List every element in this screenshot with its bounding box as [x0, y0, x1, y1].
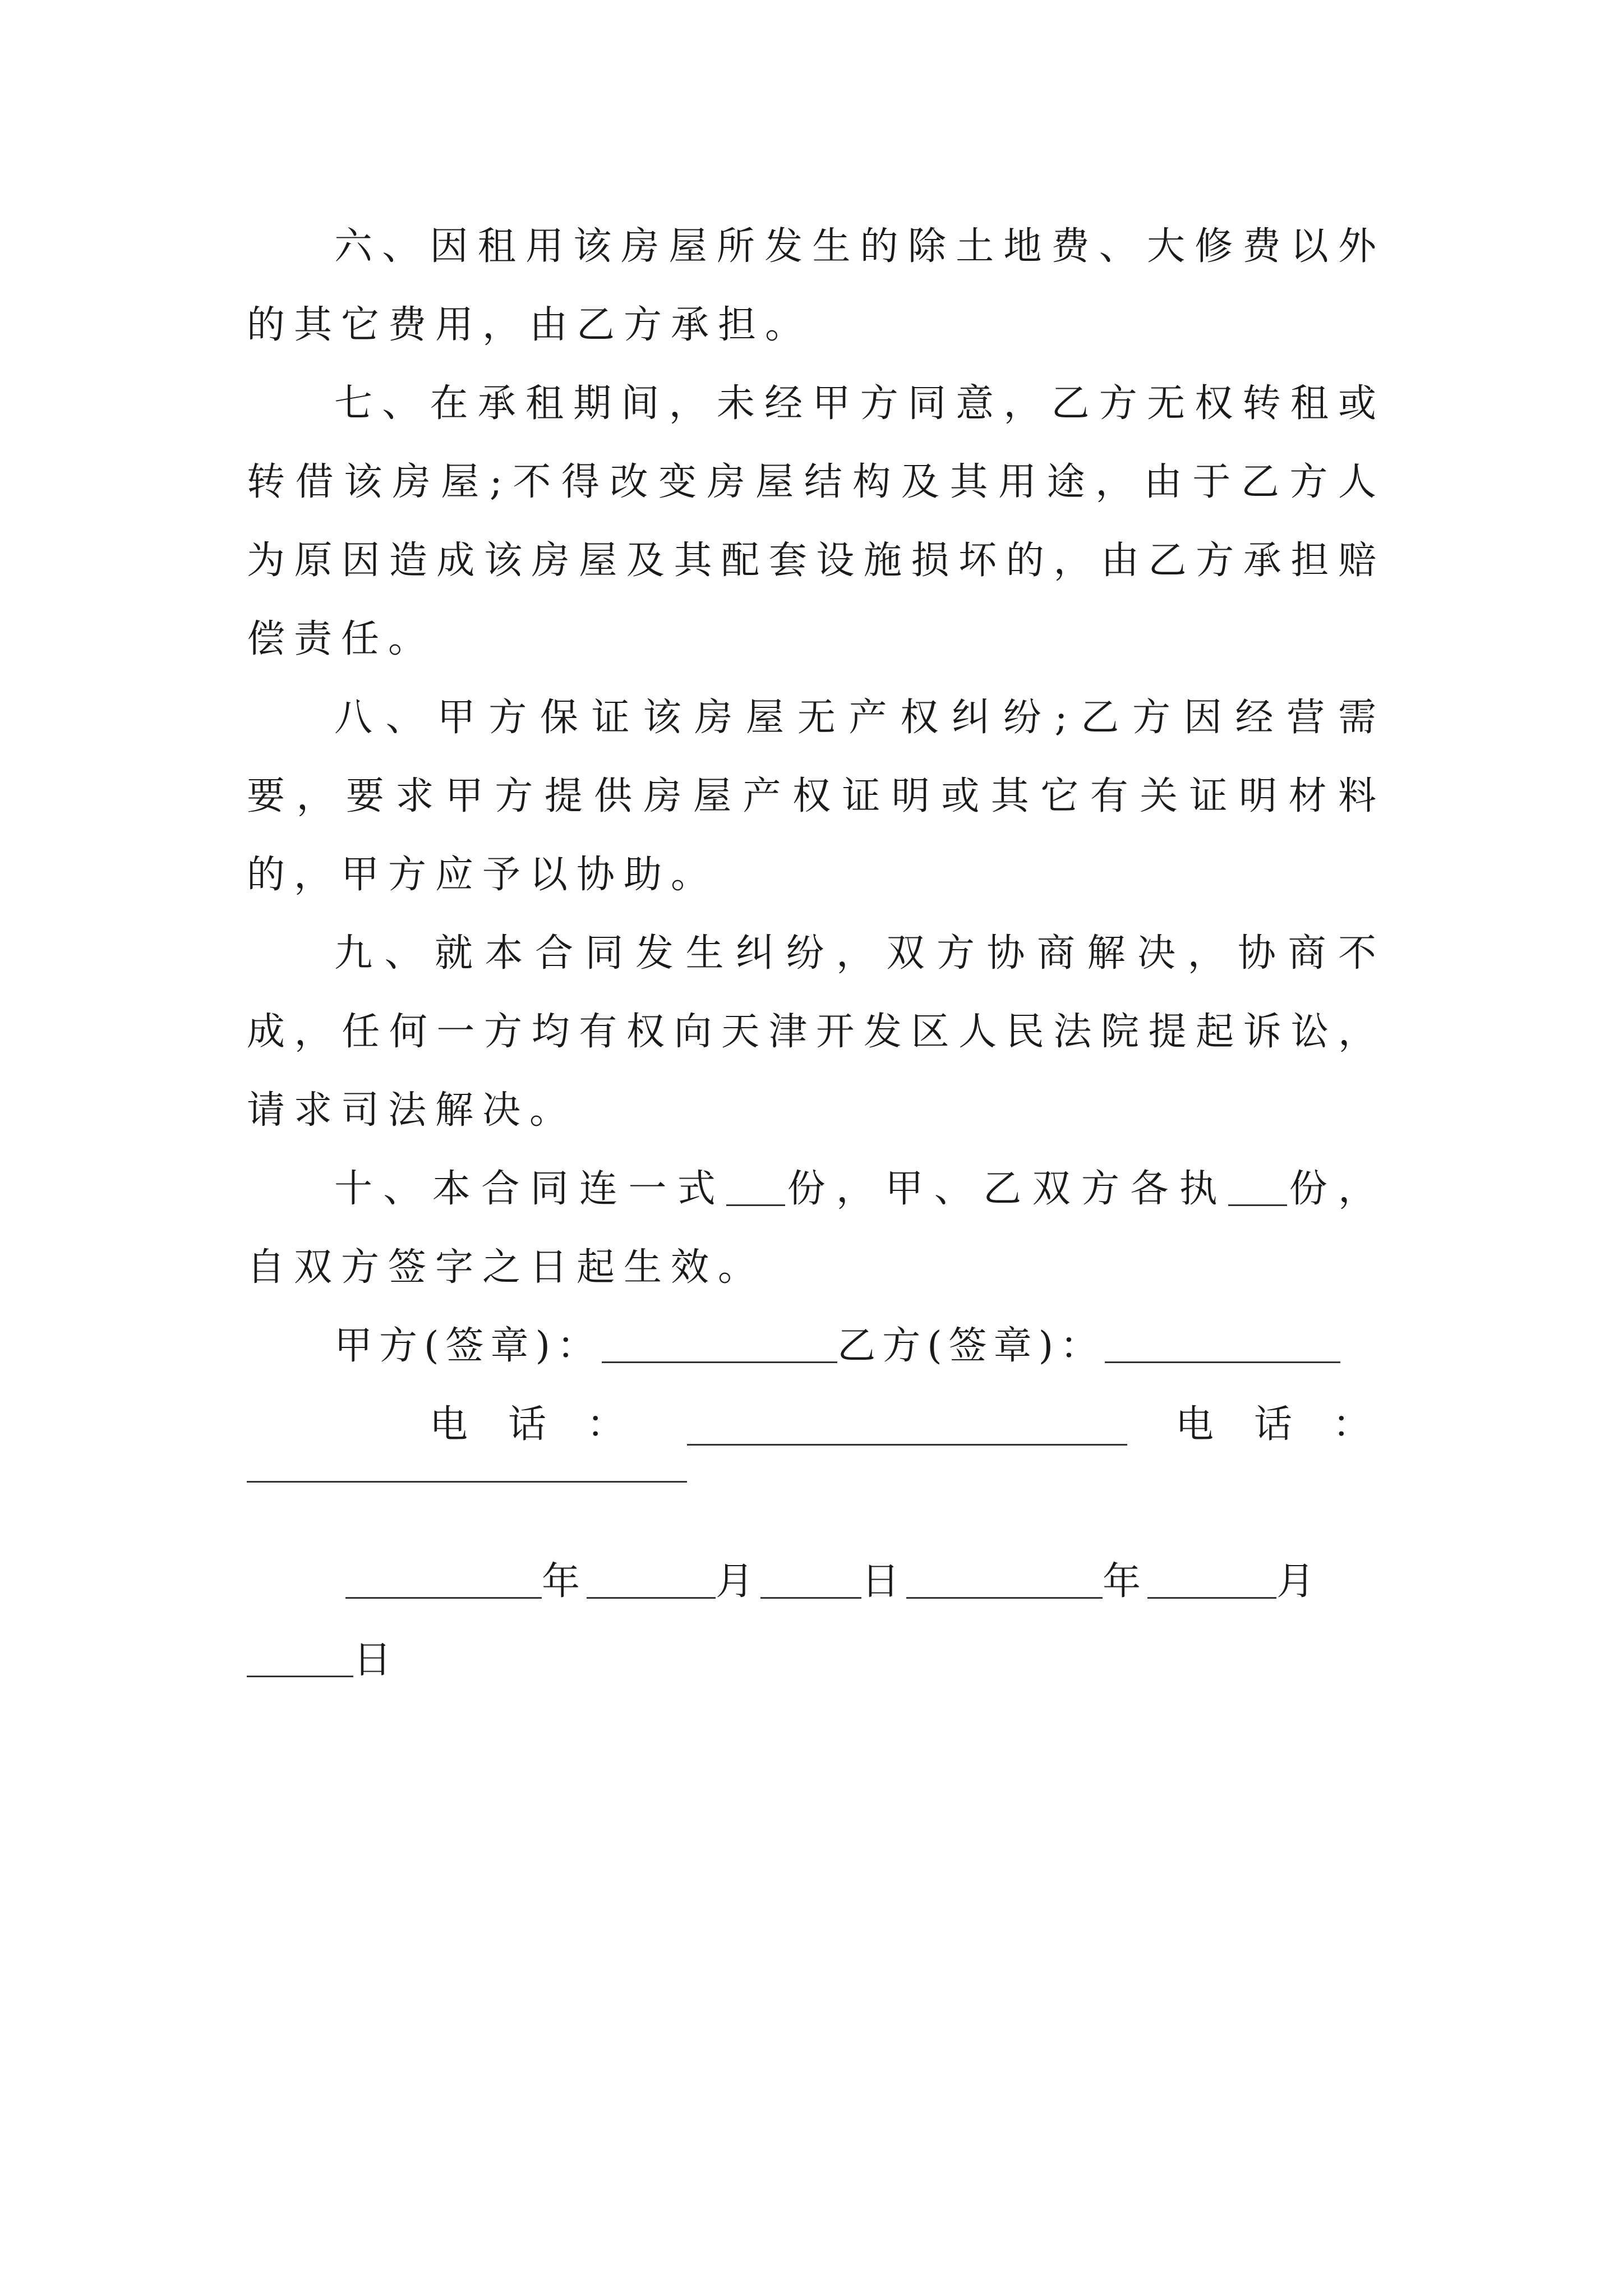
phone-row [247, 1386, 1385, 1464]
clause-10-part3: 份，自双方签字之日起生效。 [247, 1167, 1385, 1290]
party-b-phone-label: 电 话 ： [1175, 1402, 1371, 1447]
party-b-signature-label: 乙方(签章)： [837, 1324, 1105, 1368]
party-a-month-label: 月 [716, 1559, 761, 1604]
party-b-year-label: 年 [1103, 1559, 1148, 1604]
clause-7: 七、在承租期间，未经甲方同意，乙方无权转租或转借该房屋;不得改变房屋结构及其用途，由于乙方人为原因造成该房屋及其配套设施损坏的，由乙方承担赔偿责任。 [247, 381, 1385, 661]
party-b-day-blank [247, 1642, 353, 1677]
party-a-signature-blank [602, 1328, 837, 1363]
date-row-continued [247, 1621, 1385, 1700]
party-a-year-blank [345, 1563, 542, 1599]
party-a-phone-label: 电 话 ： [429, 1402, 625, 1447]
party-b-signature-blank [1105, 1328, 1340, 1363]
clause-10-part2: 份，甲、乙双方各执 [785, 1167, 1229, 1211]
clause-6: 六、因租用该房屋所发生的除土地费、大修费以外的其它费用，由乙方承担。 [247, 224, 1385, 347]
copies-each-blank [1228, 1171, 1287, 1206]
phone-overflow-row [247, 1464, 1385, 1543]
clause-10-part1: 十、本合同连一式 [334, 1167, 727, 1211]
party-b-phone-blank [247, 1481, 687, 1483]
party-b-year-blank [906, 1563, 1103, 1599]
party-a-year-label: 年 [542, 1559, 587, 1604]
party-b-day-label: 日 [353, 1638, 399, 1682]
clause-10 [247, 1150, 1385, 1307]
signature-row [247, 1307, 1385, 1386]
clause-9: 九、就本合同发生纠纷，双方协商解决，协商不成，任何一方均有权向天津开发区人民法院提起诉讼，请求司法解决。 [247, 931, 1385, 1133]
party-a-day-blank [760, 1563, 861, 1599]
party-b-month-label: 月 [1276, 1559, 1322, 1604]
clause-8: 八、甲方保证该房屋无产权纠纷;乙方因经营需要，要求甲方提供房屋产权证明或其它有关证明材料的，甲方应予以协助。 [247, 696, 1385, 897]
party-a-signature-label: 甲方(签章)： [334, 1324, 602, 1368]
date-row [247, 1543, 1385, 1621]
party-b-month-blank [1147, 1563, 1276, 1599]
party-a-day-label: 日 [861, 1559, 907, 1604]
party-a-phone-blank [687, 1444, 1127, 1446]
party-a-month-blank [587, 1563, 716, 1599]
copies-total-blank [726, 1171, 785, 1206]
document-body [247, 208, 1385, 1700]
